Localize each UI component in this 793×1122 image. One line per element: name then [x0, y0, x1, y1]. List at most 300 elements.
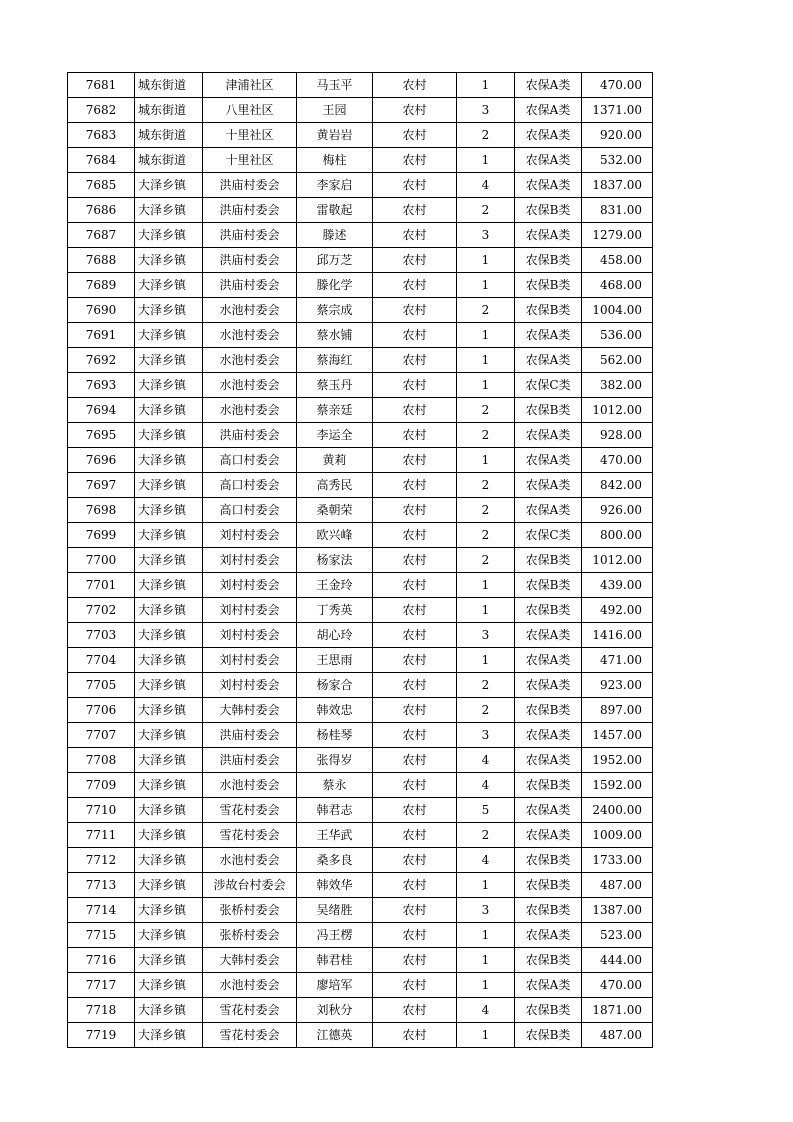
amount-cell: 470.00 — [582, 73, 653, 98]
record-id-cell: 7713 — [68, 873, 135, 898]
town-cell: 大泽乡镇 — [135, 273, 203, 298]
insurance-class-cell: 农保B类 — [515, 548, 582, 573]
name-cell: 马玉平 — [297, 73, 373, 98]
name-cell: 黄莉 — [297, 448, 373, 473]
insurance-class-cell: 农保B类 — [515, 848, 582, 873]
record-id-cell: 7696 — [68, 448, 135, 473]
table-row — [68, 698, 653, 723]
name-cell: 王金玲 — [297, 573, 373, 598]
person-count-cell: 1 — [457, 648, 515, 673]
insurance-class-cell: 农保B类 — [515, 398, 582, 423]
household-type-cell: 农村 — [373, 523, 457, 548]
town-cell: 大泽乡镇 — [135, 448, 203, 473]
town-cell: 城东街道 — [135, 98, 203, 123]
record-id-cell: 7704 — [68, 648, 135, 673]
town-cell: 大泽乡镇 — [135, 373, 203, 398]
person-count-cell: 2 — [457, 423, 515, 448]
amount-cell: 1592.00 — [582, 773, 653, 798]
amount-cell: 1004.00 — [582, 298, 653, 323]
town-cell: 城东街道 — [135, 123, 203, 148]
person-count-cell: 4 — [457, 173, 515, 198]
amount-cell: 1837.00 — [582, 173, 653, 198]
insurance-class-cell: 农保A类 — [515, 823, 582, 848]
town-cell: 大泽乡镇 — [135, 773, 203, 798]
insurance-class-cell: 农保A类 — [515, 98, 582, 123]
town-cell: 大泽乡镇 — [135, 698, 203, 723]
household-type-cell: 农村 — [373, 798, 457, 823]
name-cell: 王华武 — [297, 823, 373, 848]
table-row — [68, 198, 653, 223]
record-id-cell: 7692 — [68, 348, 135, 373]
household-type-cell: 农村 — [373, 398, 457, 423]
town-cell: 大泽乡镇 — [135, 548, 203, 573]
table-row — [68, 223, 653, 248]
table-row — [68, 948, 653, 973]
amount-cell: 1371.00 — [582, 98, 653, 123]
amount-cell: 1457.00 — [582, 723, 653, 748]
insurance-class-cell: 农保A类 — [515, 723, 582, 748]
household-type-cell: 农村 — [373, 698, 457, 723]
household-type-cell: 农村 — [373, 173, 457, 198]
town-cell: 大泽乡镇 — [135, 998, 203, 1023]
amount-cell: 382.00 — [582, 373, 653, 398]
amount-cell: 1012.00 — [582, 548, 653, 573]
person-count-cell: 1 — [457, 373, 515, 398]
village-cell: 水池村委会 — [203, 848, 297, 873]
table-row — [68, 373, 653, 398]
table-row — [68, 448, 653, 473]
person-count-cell: 2 — [457, 398, 515, 423]
name-cell: 滕化学 — [297, 273, 373, 298]
person-count-cell: 3 — [457, 98, 515, 123]
table-row — [68, 473, 653, 498]
record-id-cell: 7711 — [68, 823, 135, 848]
village-cell: 张桥村委会 — [203, 898, 297, 923]
person-count-cell: 3 — [457, 723, 515, 748]
town-cell: 大泽乡镇 — [135, 798, 203, 823]
amount-cell: 487.00 — [582, 1023, 653, 1048]
village-cell: 刘村村委会 — [203, 648, 297, 673]
record-id-cell: 7712 — [68, 848, 135, 873]
town-cell: 大泽乡镇 — [135, 423, 203, 448]
table-row — [68, 748, 653, 773]
village-cell: 雪花村委会 — [203, 998, 297, 1023]
village-cell: 雪花村委会 — [203, 823, 297, 848]
record-id-cell: 7710 — [68, 798, 135, 823]
name-cell: 张得岁 — [297, 748, 373, 773]
amount-cell: 470.00 — [582, 448, 653, 473]
record-id-cell: 7701 — [68, 573, 135, 598]
record-id-cell: 7706 — [68, 698, 135, 723]
record-id-cell: 7718 — [68, 998, 135, 1023]
person-count-cell: 2 — [457, 673, 515, 698]
insurance-class-cell: 农保B类 — [515, 198, 582, 223]
town-cell: 大泽乡镇 — [135, 1023, 203, 1048]
name-cell: 桑多良 — [297, 848, 373, 873]
person-count-cell: 1 — [457, 973, 515, 998]
name-cell: 蔡亲廷 — [297, 398, 373, 423]
insurance-class-cell: 农保B类 — [515, 873, 582, 898]
name-cell: 吴绪胜 — [297, 898, 373, 923]
record-id-cell: 7694 — [68, 398, 135, 423]
village-cell: 雪花村委会 — [203, 798, 297, 823]
records-table-body — [68, 73, 653, 1048]
amount-cell: 470.00 — [582, 973, 653, 998]
table-row — [68, 723, 653, 748]
town-cell: 大泽乡镇 — [135, 973, 203, 998]
person-count-cell: 1 — [457, 348, 515, 373]
insurance-class-cell: 农保A类 — [515, 123, 582, 148]
name-cell: 欧兴峰 — [297, 523, 373, 548]
village-cell: 大韩村委会 — [203, 698, 297, 723]
household-type-cell: 农村 — [373, 723, 457, 748]
name-cell: 韩效忠 — [297, 698, 373, 723]
name-cell: 蔡宗成 — [297, 298, 373, 323]
record-id-cell: 7700 — [68, 548, 135, 573]
town-cell: 大泽乡镇 — [135, 723, 203, 748]
table-row — [68, 273, 653, 298]
household-type-cell: 农村 — [373, 848, 457, 873]
name-cell: 杨家合 — [297, 673, 373, 698]
name-cell: 韩君志 — [297, 798, 373, 823]
record-id-cell: 7690 — [68, 298, 135, 323]
table-row — [68, 523, 653, 548]
amount-cell: 831.00 — [582, 198, 653, 223]
household-type-cell: 农村 — [373, 348, 457, 373]
town-cell: 大泽乡镇 — [135, 948, 203, 973]
name-cell: 王园 — [297, 98, 373, 123]
insurance-class-cell: 农保B类 — [515, 698, 582, 723]
name-cell: 李运全 — [297, 423, 373, 448]
name-cell: 刘秋分 — [297, 998, 373, 1023]
village-cell: 水池村委会 — [203, 373, 297, 398]
insurance-class-cell: 农保C类 — [515, 523, 582, 548]
amount-cell: 444.00 — [582, 948, 653, 973]
insurance-class-cell: 农保A类 — [515, 423, 582, 448]
record-id-cell: 7697 — [68, 473, 135, 498]
household-type-cell: 农村 — [373, 473, 457, 498]
amount-cell: 532.00 — [582, 148, 653, 173]
table-row — [68, 348, 653, 373]
name-cell: 滕述 — [297, 223, 373, 248]
household-type-cell: 农村 — [373, 198, 457, 223]
village-cell: 洪庙村委会 — [203, 423, 297, 448]
record-id-cell: 7714 — [68, 898, 135, 923]
amount-cell: 800.00 — [582, 523, 653, 548]
household-type-cell: 农村 — [373, 923, 457, 948]
household-type-cell: 农村 — [373, 148, 457, 173]
name-cell: 冯王楞 — [297, 923, 373, 948]
amount-cell: 523.00 — [582, 923, 653, 948]
record-id-cell: 7695 — [68, 423, 135, 448]
insurance-class-cell: 农保B类 — [515, 1023, 582, 1048]
person-count-cell: 3 — [457, 223, 515, 248]
household-type-cell: 农村 — [373, 748, 457, 773]
household-type-cell: 农村 — [373, 373, 457, 398]
record-id-cell: 7715 — [68, 923, 135, 948]
person-count-cell: 5 — [457, 798, 515, 823]
table-row — [68, 498, 653, 523]
village-cell: 张桥村委会 — [203, 923, 297, 948]
town-cell: 城东街道 — [135, 73, 203, 98]
insurance-class-cell: 农保A类 — [515, 973, 582, 998]
village-cell: 十里社区 — [203, 123, 297, 148]
person-count-cell: 2 — [457, 523, 515, 548]
person-count-cell: 1 — [457, 598, 515, 623]
name-cell: 江德英 — [297, 1023, 373, 1048]
insurance-class-cell: 农保C类 — [515, 373, 582, 398]
table-row — [68, 673, 653, 698]
amount-cell: 1279.00 — [582, 223, 653, 248]
household-type-cell: 农村 — [373, 298, 457, 323]
amount-cell: 920.00 — [582, 123, 653, 148]
town-cell: 大泽乡镇 — [135, 848, 203, 873]
village-cell: 水池村委会 — [203, 348, 297, 373]
person-count-cell: 2 — [457, 548, 515, 573]
insurance-class-cell: 农保B类 — [515, 298, 582, 323]
household-type-cell: 农村 — [373, 598, 457, 623]
village-cell: 水池村委会 — [203, 298, 297, 323]
name-cell: 胡心玲 — [297, 623, 373, 648]
table-row — [68, 798, 653, 823]
town-cell: 大泽乡镇 — [135, 498, 203, 523]
household-type-cell: 农村 — [373, 423, 457, 448]
village-cell: 刘村村委会 — [203, 623, 297, 648]
town-cell: 城东街道 — [135, 148, 203, 173]
insurance-class-cell: 农保A类 — [515, 673, 582, 698]
table-row — [68, 123, 653, 148]
table-row — [68, 173, 653, 198]
table-row — [68, 823, 653, 848]
person-count-cell: 4 — [457, 748, 515, 773]
village-cell: 大韩村委会 — [203, 948, 297, 973]
household-type-cell: 农村 — [373, 673, 457, 698]
record-id-cell: 7708 — [68, 748, 135, 773]
record-id-cell: 7705 — [68, 673, 135, 698]
village-cell: 高口村委会 — [203, 448, 297, 473]
insurance-class-cell: 农保A类 — [515, 648, 582, 673]
table-row — [68, 623, 653, 648]
table-row — [68, 998, 653, 1023]
name-cell: 蔡水铺 — [297, 323, 373, 348]
record-id-cell: 7702 — [68, 598, 135, 623]
table-row — [68, 323, 653, 348]
village-cell: 洪庙村委会 — [203, 723, 297, 748]
town-cell: 大泽乡镇 — [135, 323, 203, 348]
household-type-cell: 农村 — [373, 973, 457, 998]
name-cell: 梅柱 — [297, 148, 373, 173]
name-cell: 蔡海红 — [297, 348, 373, 373]
amount-cell: 897.00 — [582, 698, 653, 723]
record-id-cell: 7699 — [68, 523, 135, 548]
amount-cell: 1012.00 — [582, 398, 653, 423]
amount-cell: 536.00 — [582, 323, 653, 348]
person-count-cell: 1 — [457, 1023, 515, 1048]
village-cell: 洪庙村委会 — [203, 248, 297, 273]
person-count-cell: 4 — [457, 998, 515, 1023]
record-id-cell: 7717 — [68, 973, 135, 998]
amount-cell: 842.00 — [582, 473, 653, 498]
town-cell: 大泽乡镇 — [135, 598, 203, 623]
town-cell: 大泽乡镇 — [135, 348, 203, 373]
person-count-cell: 1 — [457, 323, 515, 348]
amount-cell: 928.00 — [582, 423, 653, 448]
record-id-cell: 7707 — [68, 723, 135, 748]
village-cell: 洪庙村委会 — [203, 223, 297, 248]
amount-cell: 2400.00 — [582, 798, 653, 823]
record-id-cell: 7709 — [68, 773, 135, 798]
person-count-cell: 1 — [457, 448, 515, 473]
table-row — [68, 873, 653, 898]
record-id-cell: 7693 — [68, 373, 135, 398]
household-type-cell: 农村 — [373, 323, 457, 348]
village-cell: 水池村委会 — [203, 773, 297, 798]
table-row — [68, 973, 653, 998]
table-row — [68, 73, 653, 98]
household-type-cell: 农村 — [373, 773, 457, 798]
table-row — [68, 923, 653, 948]
name-cell: 王思雨 — [297, 648, 373, 673]
person-count-cell: 1 — [457, 148, 515, 173]
town-cell: 大泽乡镇 — [135, 923, 203, 948]
household-type-cell: 农村 — [373, 573, 457, 598]
table-row — [68, 1023, 653, 1048]
amount-cell: 471.00 — [582, 648, 653, 673]
record-id-cell: 7683 — [68, 123, 135, 148]
village-cell: 涉故台村委会 — [203, 873, 297, 898]
town-cell: 大泽乡镇 — [135, 648, 203, 673]
insurance-class-cell: 农保A类 — [515, 323, 582, 348]
town-cell: 大泽乡镇 — [135, 473, 203, 498]
person-count-cell: 1 — [457, 873, 515, 898]
insurance-class-cell: 农保A类 — [515, 748, 582, 773]
amount-cell: 1952.00 — [582, 748, 653, 773]
household-type-cell: 农村 — [373, 98, 457, 123]
insurance-class-cell: 农保B类 — [515, 898, 582, 923]
name-cell: 李家启 — [297, 173, 373, 198]
town-cell: 大泽乡镇 — [135, 398, 203, 423]
insurance-class-cell: 农保A类 — [515, 473, 582, 498]
person-count-cell: 2 — [457, 473, 515, 498]
amount-cell: 1009.00 — [582, 823, 653, 848]
name-cell: 杨家法 — [297, 548, 373, 573]
town-cell: 大泽乡镇 — [135, 298, 203, 323]
amount-cell: 1871.00 — [582, 998, 653, 1023]
person-count-cell: 1 — [457, 573, 515, 598]
table-row — [68, 423, 653, 448]
record-id-cell: 7719 — [68, 1023, 135, 1048]
village-cell: 高口村委会 — [203, 498, 297, 523]
person-count-cell: 1 — [457, 923, 515, 948]
amount-cell: 562.00 — [582, 348, 653, 373]
village-cell: 水池村委会 — [203, 398, 297, 423]
village-cell: 雪花村委会 — [203, 1023, 297, 1048]
household-type-cell: 农村 — [373, 223, 457, 248]
person-count-cell: 2 — [457, 298, 515, 323]
amount-cell: 1416.00 — [582, 623, 653, 648]
village-cell: 刘村村委会 — [203, 523, 297, 548]
insurance-class-cell: 农保A类 — [515, 623, 582, 648]
record-id-cell: 7698 — [68, 498, 135, 523]
person-count-cell: 2 — [457, 498, 515, 523]
village-cell: 八里社区 — [203, 98, 297, 123]
name-cell: 廖培军 — [297, 973, 373, 998]
town-cell: 大泽乡镇 — [135, 248, 203, 273]
town-cell: 大泽乡镇 — [135, 748, 203, 773]
person-count-cell: 3 — [457, 898, 515, 923]
insurance-class-cell: 农保A类 — [515, 798, 582, 823]
insurance-class-cell: 农保A类 — [515, 223, 582, 248]
town-cell: 大泽乡镇 — [135, 623, 203, 648]
household-type-cell: 农村 — [373, 948, 457, 973]
insurance-class-cell: 农保B类 — [515, 598, 582, 623]
person-count-cell: 2 — [457, 698, 515, 723]
record-id-cell: 7686 — [68, 198, 135, 223]
amount-cell: 923.00 — [582, 673, 653, 698]
record-id-cell: 7687 — [68, 223, 135, 248]
town-cell: 大泽乡镇 — [135, 198, 203, 223]
household-type-cell: 农村 — [373, 648, 457, 673]
village-cell: 刘村村委会 — [203, 548, 297, 573]
insurance-class-cell: 农保B类 — [515, 573, 582, 598]
table-row — [68, 548, 653, 573]
record-id-cell: 7681 — [68, 73, 135, 98]
household-type-cell: 农村 — [373, 873, 457, 898]
insurance-class-cell: 农保B类 — [515, 773, 582, 798]
village-cell: 十里社区 — [203, 148, 297, 173]
name-cell: 韩效华 — [297, 873, 373, 898]
village-cell: 洪庙村委会 — [203, 748, 297, 773]
household-type-cell: 农村 — [373, 248, 457, 273]
name-cell: 高秀民 — [297, 473, 373, 498]
insurance-class-cell: 农保B类 — [515, 248, 582, 273]
household-type-cell: 农村 — [373, 823, 457, 848]
table-row — [68, 848, 653, 873]
amount-cell: 439.00 — [582, 573, 653, 598]
village-cell: 津浦社区 — [203, 73, 297, 98]
table-row — [68, 148, 653, 173]
household-type-cell: 农村 — [373, 448, 457, 473]
town-cell: 大泽乡镇 — [135, 898, 203, 923]
name-cell: 邱万芝 — [297, 248, 373, 273]
record-id-cell: 7682 — [68, 98, 135, 123]
household-type-cell: 农村 — [373, 498, 457, 523]
town-cell: 大泽乡镇 — [135, 523, 203, 548]
insurance-class-cell: 农保A类 — [515, 448, 582, 473]
name-cell: 杨桂琴 — [297, 723, 373, 748]
amount-cell: 926.00 — [582, 498, 653, 523]
record-id-cell: 7684 — [68, 148, 135, 173]
town-cell: 大泽乡镇 — [135, 673, 203, 698]
insurance-class-cell: 农保A类 — [515, 148, 582, 173]
insurance-class-cell: 农保A类 — [515, 348, 582, 373]
records-table — [67, 72, 653, 1048]
insurance-class-cell: 农保A类 — [515, 923, 582, 948]
household-type-cell: 农村 — [373, 898, 457, 923]
person-count-cell: 4 — [457, 848, 515, 873]
name-cell: 丁秀英 — [297, 598, 373, 623]
person-count-cell: 1 — [457, 248, 515, 273]
village-cell: 刘村村委会 — [203, 673, 297, 698]
name-cell: 黄岩岩 — [297, 123, 373, 148]
person-count-cell: 2 — [457, 823, 515, 848]
table-row — [68, 773, 653, 798]
name-cell: 桑朝荣 — [297, 498, 373, 523]
insurance-class-cell: 农保A类 — [515, 173, 582, 198]
insurance-class-cell: 农保A类 — [515, 73, 582, 98]
village-cell: 水池村委会 — [203, 323, 297, 348]
village-cell: 刘村村委会 — [203, 598, 297, 623]
